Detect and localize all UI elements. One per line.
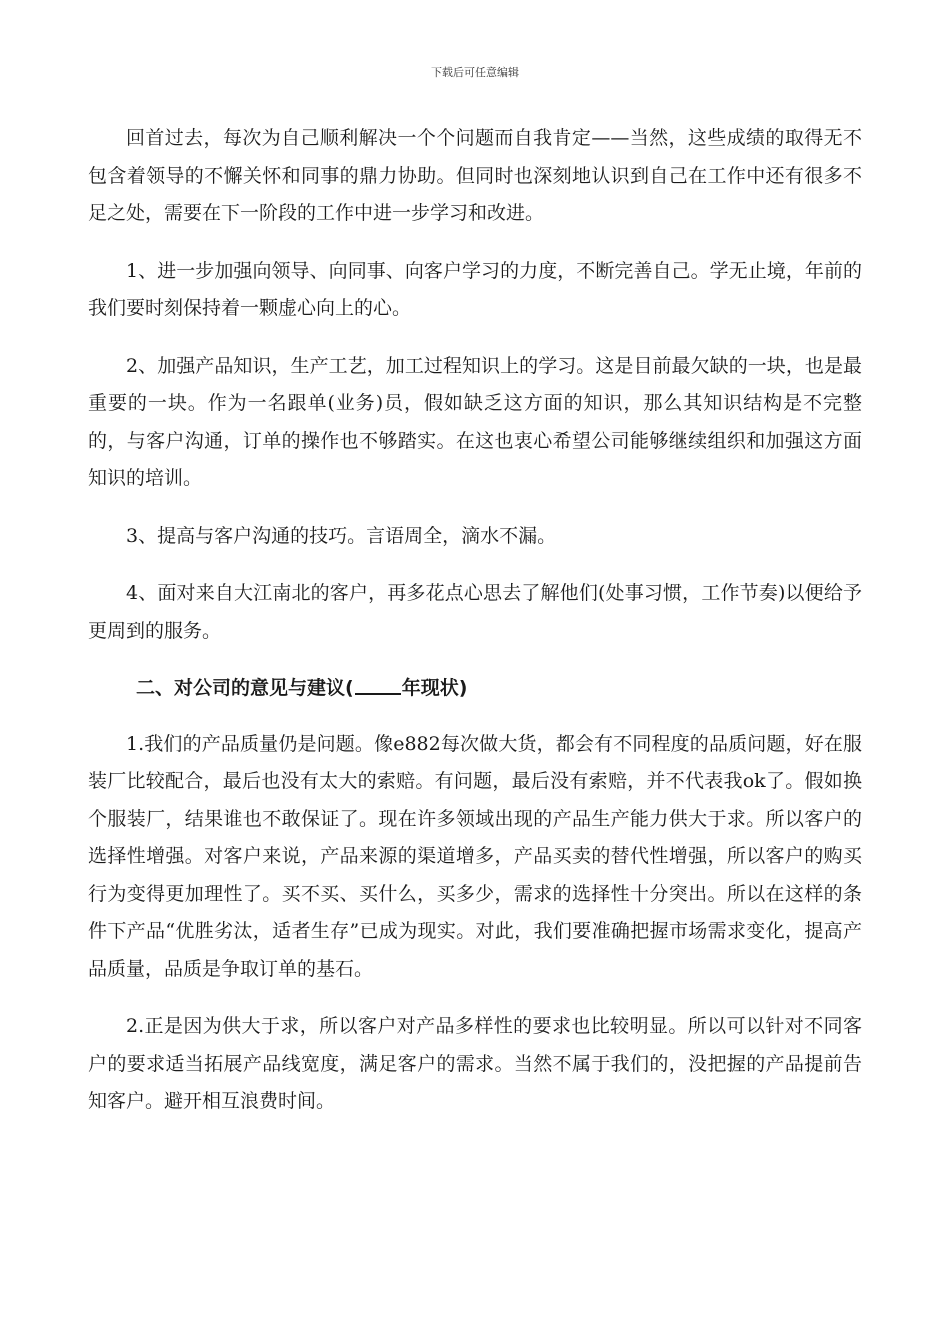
year-blank-underline (355, 679, 401, 695)
document-body (88, 120, 862, 1121)
section-heading-prefix: 二、对公司的意见与建议( (136, 677, 354, 699)
section-heading-suffix: 年现状) (401, 677, 468, 699)
paragraph-item-3: 3、提高与客户沟通的技巧。言语周全，滴水不漏。 (126, 524, 557, 547)
paragraph-item-4: 4、面对来自大江南北的客户，再多花点心思去了解他们(处事习惯，工作节奏)以便给予更周到的服务。 (88, 582, 862, 642)
section-heading (88, 670, 862, 708)
page-header-note: 下载后可任意编辑 (431, 66, 519, 79)
paragraph-item-1: 1、进一步加强向领导、向同事、向客户学习的力度，不断完善自己。学无止境，年前的我们要时刻保持着一颗虚心向上的心。 (88, 259, 862, 319)
paragraph-review: 回首过去，每次为自己顺利解决一个个问题而自我肯定——当然，这些成绩的取得无不包含着领导的不懈关怀和同事的鼎力协助。但同时也深刻地认识到自己在工作中还有很多不足之处，需要在下一阶段的工作中进一步学习和改进。 (88, 127, 862, 224)
suggestion-2: 2.正是因为供大于求，所以客户对产品多样性的要求也比较明显。所以可以针对不同客户的要求适当拓展产品线宽度，满足客户的需求。当然不属于我们的，没把握的产品提前告知客户。避开相互浪费时间。 (88, 1015, 862, 1112)
suggestion-1: 1.我们的产品质量仍是问题。像e882每次做大货，都会有不同程度的品质问题，好在服装厂比较配合，最后也没有太大的索赔。有问题，最后没有索赔，并不代表我ok了。假如换个服装厂，结果谁也不敢保证了。现在许多领域出现的产品生产能力供大于求。所以客户的选择性增强。对客户来说，产品来源的渠道增多，产品买卖的替代性增强，所以客户的购买行为变得更加理性了。买不买、买什么，买多少，需求的选择性十分突出。所以在这样的条件下产品“优胜劣汰，适者生存”已成为现实。对此，我们要准确把握市场需求变化，提高产品质量，品质是争取订单的基石。 (88, 732, 862, 980)
paragraph-item-2: 2、加强产品知识，生产工艺，加工过程知识上的学习。这是目前最欠缺的一块，也是最重要的一块。作为一名跟单(业务)员，假如缺乏这方面的知识，那么其知识结构是不完整的，与客户沟通，订单的操作也不够踏实。在这也衷心希望公司能够继续组织和加强这方面知识的培训。 (88, 354, 862, 489)
